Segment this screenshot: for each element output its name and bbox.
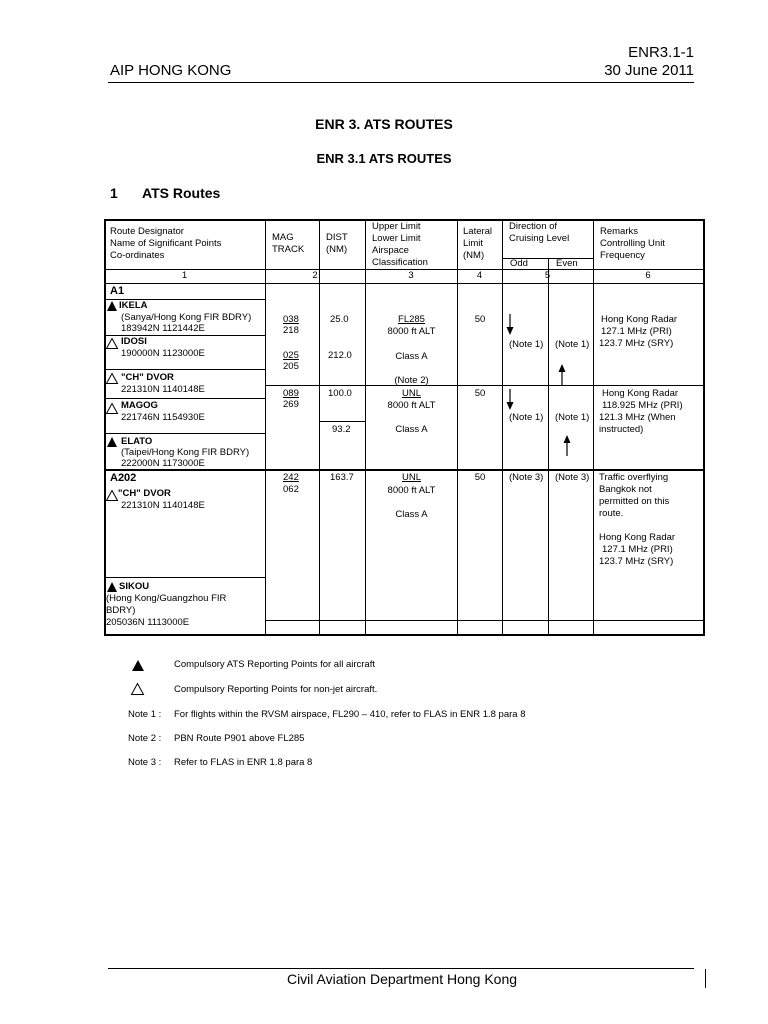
point-name-idosi: IDOSI bbox=[121, 336, 147, 347]
open-triangle-icon bbox=[106, 490, 118, 501]
note-text: For flights within the RVSM airspace, FL290 – 410, refer to FLAS in ENR 1.8 para 8 bbox=[174, 709, 526, 720]
remarks-line: 123.7 MHz (SRY) bbox=[599, 338, 674, 349]
header-remarks: Remarks bbox=[600, 226, 639, 237]
main-title: ENR 3. ATS ROUTES bbox=[315, 116, 453, 132]
header-coordinates: Co-ordinates bbox=[110, 250, 165, 261]
header-mag: MAG bbox=[272, 232, 294, 243]
distance: 93.2 bbox=[332, 424, 351, 435]
arrow-up-icon bbox=[557, 363, 567, 385]
header-route-designator: Route Designator bbox=[110, 226, 184, 237]
mag-track: 089 bbox=[283, 388, 299, 399]
remarks-line: Hong Kong Radar bbox=[601, 314, 678, 325]
mag-track: 062 bbox=[283, 484, 299, 495]
arrow-down-icon bbox=[505, 389, 515, 411]
header-cruising-level: Cruising Level bbox=[509, 233, 570, 244]
header-airspace: Airspace bbox=[372, 245, 409, 256]
remarks-line: 127.1 MHz (PRI) bbox=[602, 544, 673, 555]
airspace-class: Class A bbox=[395, 424, 428, 435]
column-number: 4 bbox=[476, 270, 483, 281]
document-reference: ENR3.1-1 bbox=[628, 44, 694, 61]
open-triangle-icon bbox=[131, 683, 144, 695]
section-number: 1 bbox=[110, 185, 118, 201]
open-triangle-icon bbox=[106, 338, 118, 349]
legend-open-triangle: Compulsory Reporting Points for non-jet aircraft. bbox=[174, 684, 378, 695]
remarks-line: Hong Kong Radar bbox=[599, 532, 676, 543]
header-dist: DIST bbox=[326, 232, 348, 243]
footer-bar bbox=[705, 969, 706, 988]
note-label: Note 2 : bbox=[128, 733, 162, 744]
point-desc-elato: (Taipei/Hong Kong FIR BDRY) bbox=[121, 447, 250, 458]
column-number: 3 bbox=[408, 270, 414, 281]
legend-filled-triangle: Compulsory ATS Reporting Points for all aircraft bbox=[174, 659, 375, 670]
point-name-elato: ELATO bbox=[121, 436, 153, 447]
header-classification: Classification bbox=[372, 257, 428, 268]
point-coords-elato: 222000N 1173000E bbox=[121, 458, 205, 469]
header-limit: Limit bbox=[463, 238, 484, 249]
odd-note: (Note 1) bbox=[509, 412, 544, 423]
filled-triangle-icon bbox=[132, 660, 144, 671]
remarks-line: Traffic overflying bbox=[599, 472, 669, 483]
mag-track: 269 bbox=[283, 399, 299, 410]
point-coords-idosi: 190000N 1123000E bbox=[121, 348, 205, 359]
open-triangle-icon bbox=[106, 373, 118, 384]
remarks-line: instructed) bbox=[599, 424, 644, 435]
header-odd: Odd bbox=[510, 258, 528, 269]
remarks-line: 127.1 MHz (PRI) bbox=[601, 326, 672, 337]
filled-triangle-icon bbox=[107, 437, 117, 447]
airspace-class: Class A bbox=[395, 509, 428, 520]
route-note: (Note 2) bbox=[394, 375, 429, 386]
arrow-down-icon bbox=[505, 314, 515, 336]
sub-title: ENR 3.1 ATS ROUTES bbox=[316, 151, 452, 166]
remarks-line bbox=[599, 520, 675, 532]
publication-date: 30 June 2011 bbox=[604, 62, 694, 79]
point-name-ch-dvor: "CH" DVOR bbox=[118, 488, 171, 499]
filled-triangle-icon bbox=[107, 582, 117, 592]
point-coords-magog: 221746N 1154930E bbox=[121, 412, 205, 423]
header-track: TRACK bbox=[272, 244, 305, 255]
header-even: Even bbox=[556, 258, 578, 269]
point-name-ch-dvor: "CH" DVOR bbox=[121, 372, 174, 383]
remarks-line: 118.925 MHz (PRI) bbox=[602, 400, 683, 411]
lower-limit: 8000 ft ALT bbox=[387, 485, 436, 496]
section-title: ATS Routes bbox=[142, 185, 221, 201]
header-nm: (NM) bbox=[326, 244, 348, 255]
lateral-limit: 50 bbox=[474, 472, 486, 483]
point-desc-sikou: (Hong Kong/Guangzhou FIR BDRY) bbox=[106, 593, 227, 616]
lateral-limit: 50 bbox=[474, 388, 486, 399]
even-note: (Note 1) bbox=[555, 339, 590, 350]
column-number: 1 bbox=[181, 270, 188, 281]
point-name-magog: MAGOG bbox=[121, 400, 158, 411]
header-direction-of: Direction of bbox=[509, 221, 558, 232]
even-note: (Note 1) bbox=[555, 412, 590, 423]
point-coords-ch-dvor: 221310N 1140148E bbox=[121, 384, 205, 395]
upper-limit: FL285 bbox=[398, 314, 425, 325]
airspace-class: Class A bbox=[395, 351, 428, 362]
remarks-line: Hong Kong Radar bbox=[602, 388, 679, 399]
mag-track: 025 bbox=[283, 350, 299, 361]
distance: 100.0 bbox=[328, 388, 352, 399]
header-lower-limit: Lower Limit bbox=[372, 233, 421, 244]
arrow-up-icon bbox=[562, 434, 572, 456]
header-rule bbox=[108, 82, 694, 83]
route-designator-a1: A1 bbox=[110, 285, 125, 297]
remarks-line: 123.7 MHz (SRY) bbox=[599, 556, 674, 567]
mag-track: 205 bbox=[283, 361, 299, 372]
remarks-line: Bangkok not bbox=[599, 484, 652, 495]
publication-title: AIP HONG KONG bbox=[110, 62, 232, 79]
remarks-line: 121.3 MHz (When bbox=[599, 412, 676, 423]
header-frequency: Frequency bbox=[600, 250, 645, 261]
point-name-ikela: IKELA bbox=[119, 300, 148, 311]
route-designator-a202: A202 bbox=[110, 472, 137, 484]
header-lateral-nm: (NM) bbox=[463, 250, 485, 261]
point-desc-ikela: (Sanya/Hong Kong FIR BDRY) bbox=[121, 312, 252, 323]
point-coords-ch-dvor: 221310N 1140148E bbox=[121, 500, 205, 511]
lower-limit: 8000 ft ALT bbox=[387, 326, 436, 337]
point-coords-ikela: 183942N 1121442E bbox=[121, 323, 205, 334]
header-upper-limit: Upper Limit bbox=[372, 221, 421, 232]
footer-text: Civil Aviation Department Hong Kong bbox=[286, 971, 518, 987]
odd-note: (Note 3) bbox=[509, 472, 544, 483]
distance: 25.0 bbox=[330, 314, 349, 325]
note-text: Refer to FLAS in ENR 1.8 para 8 bbox=[174, 757, 313, 768]
even-note: (Note 3) bbox=[555, 472, 590, 483]
column-number: 5 bbox=[544, 270, 551, 281]
header-significant-points: Name of Significant Points bbox=[110, 238, 222, 249]
point-name-sikou: SIKOU bbox=[119, 581, 150, 592]
lateral-limit: 50 bbox=[474, 314, 486, 325]
remarks-line: route. bbox=[599, 508, 624, 519]
mag-track: 038 bbox=[283, 314, 299, 325]
odd-note: (Note 1) bbox=[509, 339, 544, 350]
note-text: PBN Route P901 above FL285 bbox=[174, 733, 305, 744]
upper-limit: UNL bbox=[401, 388, 421, 399]
distance: 163.7 bbox=[330, 472, 354, 483]
mag-track: 242 bbox=[283, 472, 299, 483]
distance: 212.0 bbox=[328, 350, 352, 361]
column-number: 6 bbox=[645, 270, 651, 281]
remarks-line: permitted on this bbox=[599, 496, 670, 507]
mag-track: 218 bbox=[283, 325, 299, 336]
upper-limit: UNL bbox=[401, 472, 421, 483]
open-triangle-icon bbox=[106, 403, 118, 414]
note-label: Note 3 : bbox=[128, 757, 162, 768]
note-label: Note 1 : bbox=[128, 709, 162, 720]
header-controlling-unit: Controlling Unit bbox=[600, 238, 665, 249]
filled-triangle-icon bbox=[107, 301, 117, 311]
column-number: 2 bbox=[312, 270, 318, 281]
header-lateral: Lateral bbox=[463, 226, 493, 237]
lower-limit: 8000 ft ALT bbox=[387, 400, 436, 411]
point-coords-sikou: 205036N 1113000E bbox=[106, 617, 190, 628]
footer-rule bbox=[108, 968, 694, 969]
